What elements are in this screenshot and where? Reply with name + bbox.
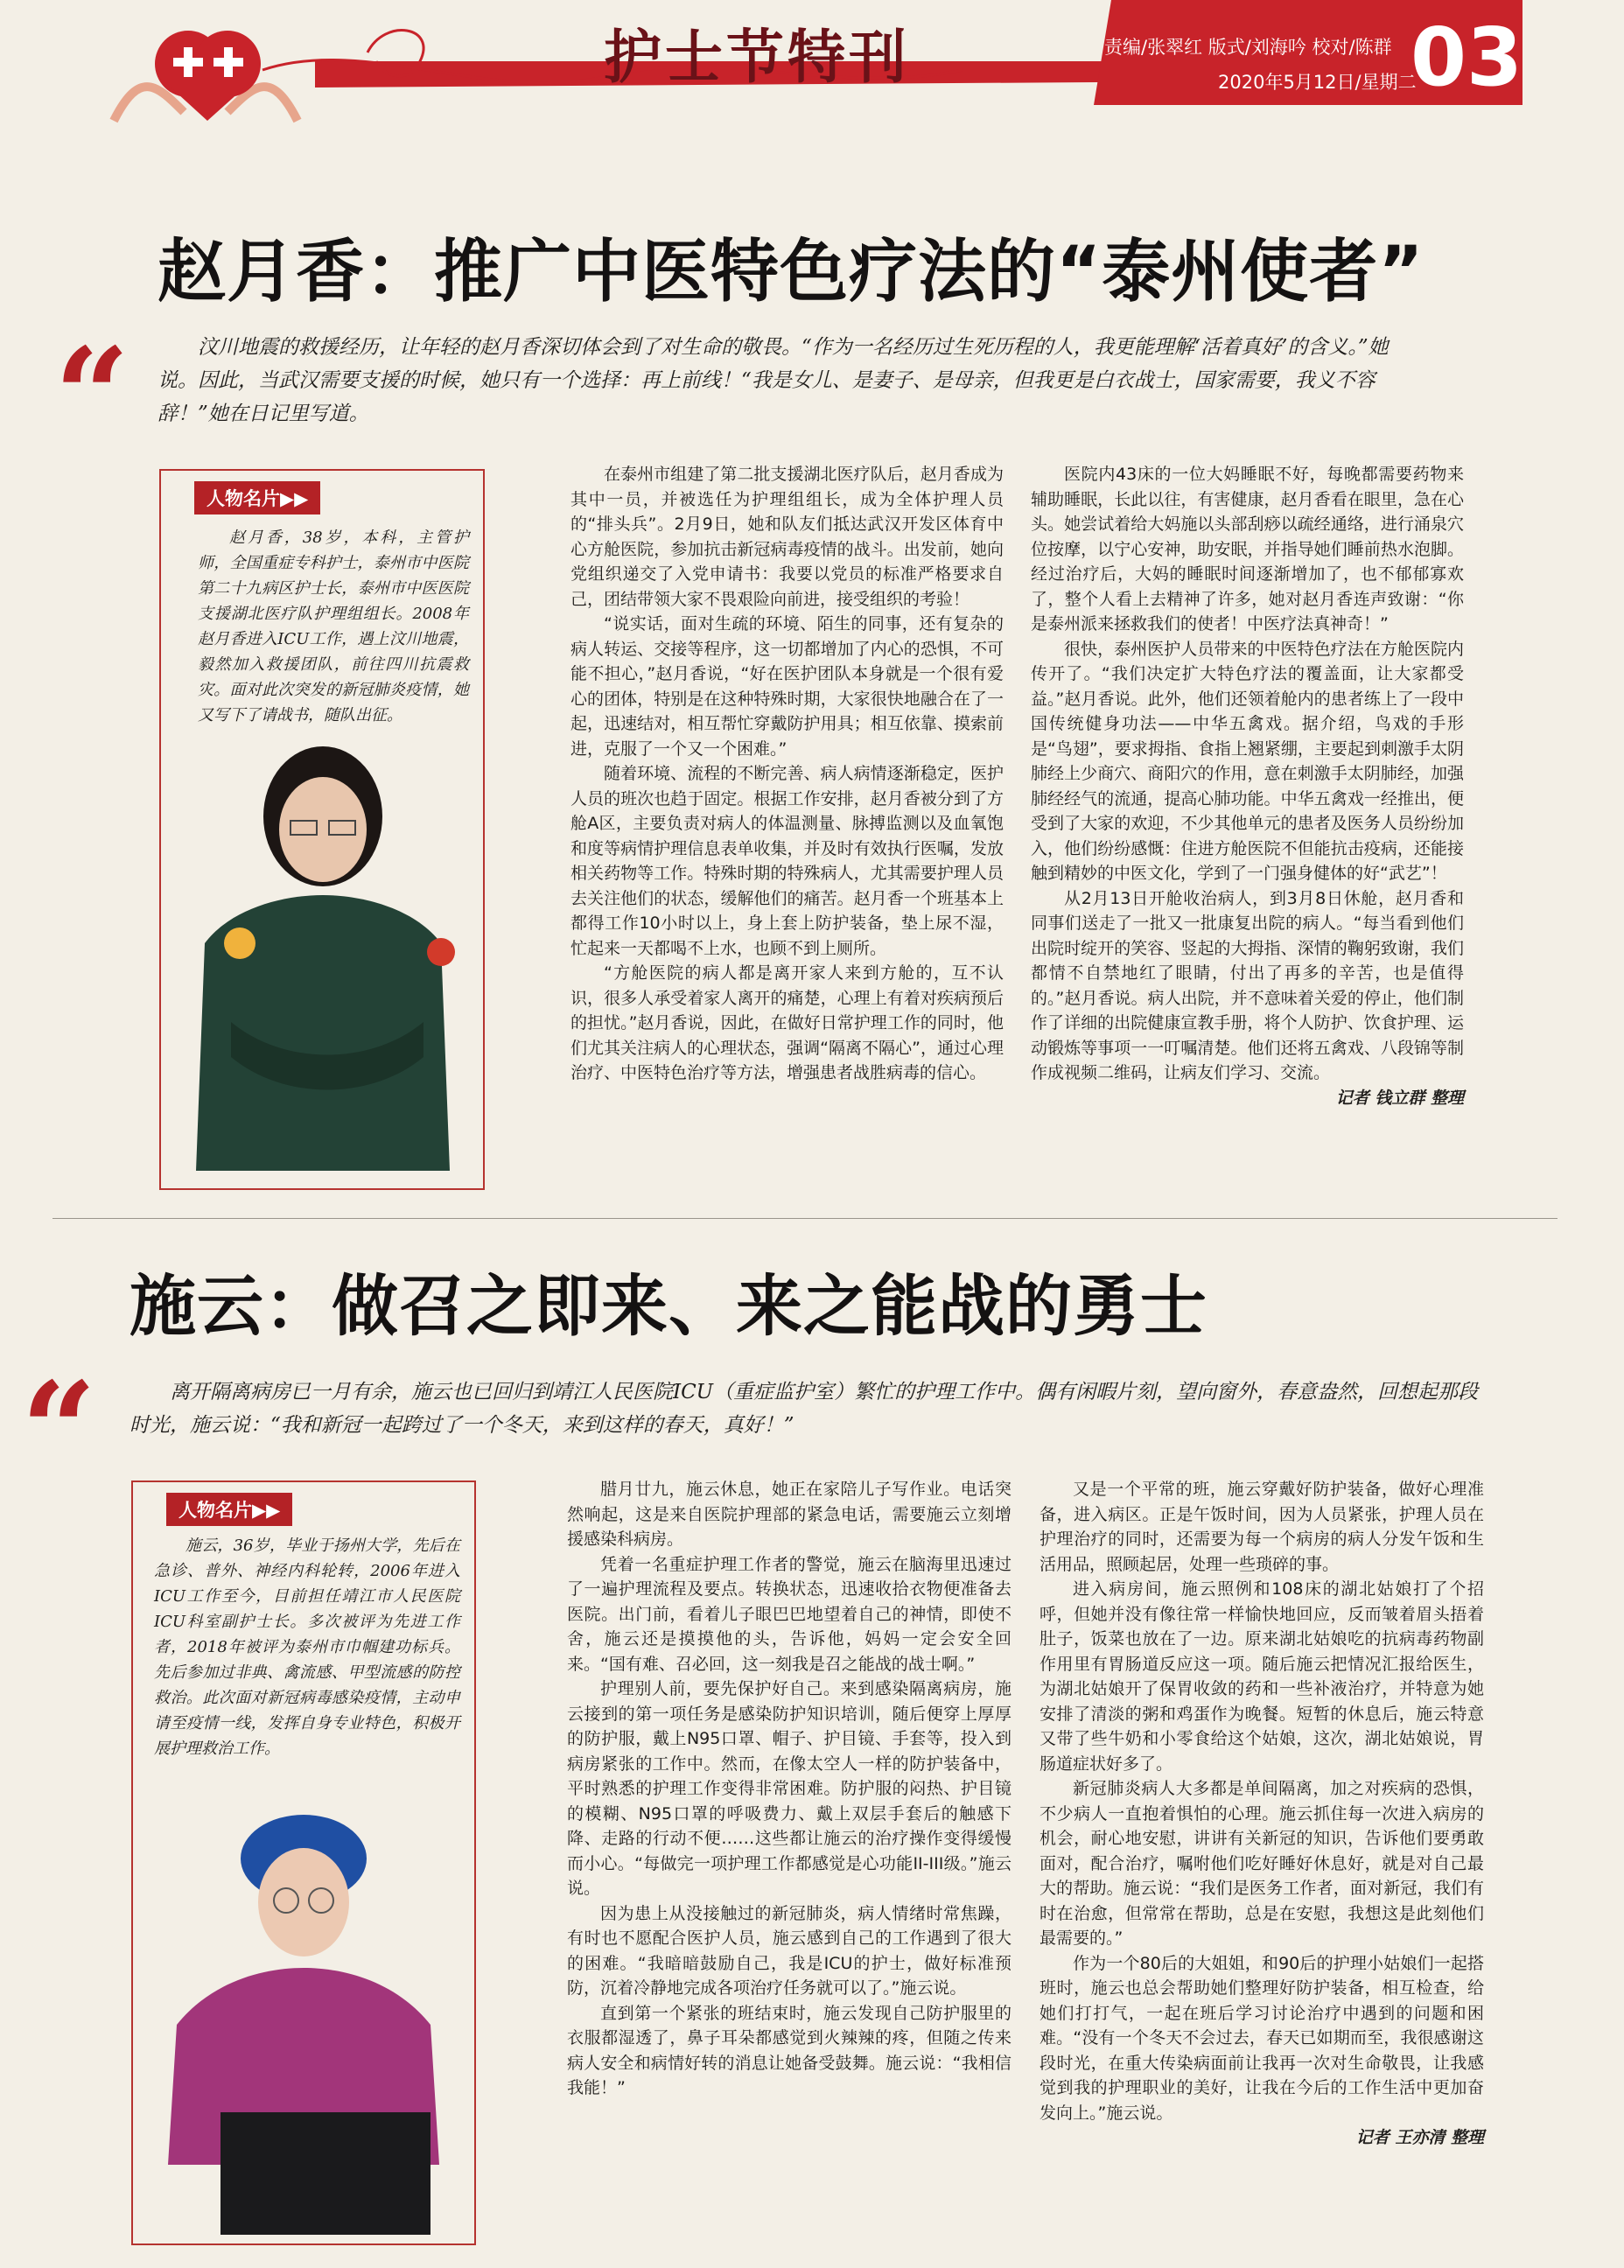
- article1-column-2: [1031, 462, 1464, 1110]
- article2-paragraph: 又是一个平常的班，施云穿戴好防护装备，做好心理准备，进入病区。正是午饭时间，因为人员紧张，护理人员在护理治疗的同时，还需要为每一个病房的病人分发午饭和生活用品，照顾起居，处理一些琐碎的事。: [1040, 1480, 1484, 1574]
- article2-paragraph: 腊月廿九，施云休息，她正在家陪儿子写作业。电话突然响起，这是来自医院护理部的紧急电话，需要施云立刻增援感染科病房。: [567, 1480, 1012, 1549]
- publication-date: 2020年5月12日/星期二: [1218, 72, 1417, 93]
- article1-headline: 赵月香：推广中医特色疗法的“泰州使者”: [158, 233, 1424, 312]
- article1-intro: 汶川地震的救援经历，让年轻的赵月香深切体会到了对生命的敬畏。“作为一名经历过生死历程的人，我更能理解‘活着真好’的含义。”她说。因此，当武汉需要支援的时候，她只有一个选择：再上前线！“我是女儿、是妻子、是母亲，但我更是白衣战士，国家需要，我义不容辞！”她在日记里写道。: [158, 336, 1389, 425]
- article-divider: [52, 1218, 1558, 1219]
- article2-paragraph: 因为患上从没接触过的新冠肺炎，病人情绪时常焦躁，有时也不愿配合医护人员，施云感到自己的工作遇到了很大的困难。“我暗暗鼓励自己，我是ICU的护士，做好标准预防，沉着冷静地完成各项治疗任务就可以了。”施云说。: [567, 1903, 1012, 1998]
- header-banner: [0, 0, 1624, 131]
- article1-column-1: [570, 462, 1004, 1086]
- hands-heart-logo: [105, 16, 306, 133]
- article2-paragraph: 进入病房间，施云照例和108床的湖北姑娘打了个招呼，但她并没有像往常一样愉快地回应，反而皱着眉头捂着肚子，饭菜也放在了一边。原来湖北姑娘吃的抗病毒药物副作用里有胃肠道反应这一项。随后施云把情况汇报给医生，为湖北姑娘开了保胃收敛的药和一些补液治疗，并特意为她安排了清淡的粥和鸡蛋作为晚餐。短暂的休息后，施云特意又带了些牛奶和小零食给这个姑娘，这次，湖北姑娘说，胃肠道症状好多了。: [1040, 1579, 1484, 1774]
- article1-quote-mark: “: [54, 319, 130, 473]
- article2-profile-box: [131, 1480, 476, 2245]
- article1-portrait: [178, 733, 467, 1171]
- article2-paragraph: 新冠肺炎病人大多都是单间隔离，加之对疾病的恐惧，不少病人一直抱着惧怕的心理。施云抓住每一次进入病房的机会，耐心地安慰，讲讲有关新冠的知识，告诉他们要勇敢面对，配合治疗，嘱咐他们吃好睡好休息好，就是对自己最大的帮助。施云说：“我们是医务工作者，面对新冠，我们有时在治愈，但常常在帮助，总是在安慰，我想这是此刻他们最需要的。”: [1040, 1779, 1484, 1948]
- article1-profile-box: [159, 469, 485, 1190]
- article2-bio: 施云，36岁，毕业于扬州大学，先后在急诊、普外、神经内科轮转，2006年进入ICU工作至今，目前担任靖江市人民医院ICU科室副护士长。多次被评为先进工作者，2018年被评为泰州市巾帼建功标兵。先后参加过非典、禽流感、甲型流感的防控救治。此次面对新冠病毒感染疫情，主动申请至疫情一线，发挥自身专业特色，积极开展护理救治工作。: [154, 1536, 460, 1758]
- section-title: 护士节特刊: [604, 23, 910, 91]
- article2-reporter: 记者 王亦清 整理: [1355, 2128, 1484, 2147]
- article2-profile-tag: 人物名片▶▶: [166, 1493, 292, 1526]
- article2-quote-mark: “: [21, 1354, 97, 1508]
- article1-reporter: 记者 钱立群 整理: [1335, 1088, 1464, 1108]
- article2-intro: 离开隔离病房已一月有余，施云也已回归到靖江人民医院ICU（重症监护室）繁忙的护理工作中。偶有闲暇片刻，望向窗外，春意盎然，回想起那段时光，施云说：“我和新冠一起跨过了一个冬天，来到这样的春天，真好！”: [130, 1381, 1479, 1437]
- page-number: 03: [1410, 10, 1523, 104]
- article2-paragraph: 直到第一个紧张的班结束时，施云发现自己防护服里的衣服都湿透了，鼻子耳朵都感觉到火辣辣的疼，但随之传来病人安全和病情好转的消息让她备受鼓舞。施云说：“我相信我能！”: [567, 2003, 1012, 2097]
- article1-bio: 赵月香，38岁，本科，主管护师，全国重症专科护士，泰州市中医院第二十九病区护士长，泰州市中医医院支援湖北医疗队护理组组长。2008年赵月香进入ICU工作，遇上汶川地震，毅然加入救援团队，前往四川抗震救灾。面对此次突发的新冠肺炎疫情，她又写下了请战书，随队出征。: [198, 528, 469, 724]
- editor-credits: 责编/张翠红 版式/刘海吟 校对/陈群: [1104, 37, 1392, 58]
- article2-column-1: [567, 1477, 1012, 2101]
- article2-headline: 施云：做召之即来、来之能战的勇士: [130, 1267, 1208, 1345]
- article1-paragraph: 很快，泰州医护人员带来的中医特色疗法在方舱医院内传开了。“我们决定扩大特色疗法的覆盖面，让大家都受益。”赵月香说。此外，他们还领着舱内的患者练上了一段中国传统健身功法——中华五禽戏。据介绍，鸟戏的手形是“鸟翅”，要求拇指、食指上翘紧绷，主要起到刺激手太阴肺经上少商穴、商阳穴的作用，意在刺激手太阴肺经，加强肺经经气的流通，提高心肺功能。中华五禽戏一经推出，便受到了大家的欢迎，不少其他单元的患者及医务人员纷纷加入，他们纷纷感慨：住进方舱医院不但能抗击疫病，还能接触到精妙的中医文化，学到了一门强身健体的好“武艺”！: [1031, 639, 1464, 883]
- article2-paragraph: 护理别人前，要先保护好自己。来到感染隔离病房，施云接到的第一项任务是感染防护知识培训，随后便穿上厚厚的防护服，戴上N95口罩、帽子、护目镜、手套等，投入到病房紧张的工作中。然而，在像太空人一样的防护装备中，平时熟悉的护理工作变得非常困难。防护服的闷热、护目镜的模糊、N95口罩的呼吸费力、戴上双层手套后的触感下降、走路的行动不便……这些都让施云的治疗操作变得缓慢而小心。“每做完一项护理工作都感觉是心功能II-III级。”施云说。: [567, 1679, 1012, 1898]
- article2-column-2: [1040, 1477, 1484, 2151]
- article1-paragraph: “方舱医院的病人都是离开家人来到方舱的，互不认识，很多人承受着家人离开的痛楚，心理上有着对疾病预后的担忧。”赵月香说，因此，在做好日常护理工作的同时，他们尤其关注病人的心理状态，强调“隔离不隔心”，通过心理治疗、中医特色治疗等方法，增强患者战胜病毒的信心。: [570, 963, 1004, 1082]
- article1-paragraph: 在泰州市组建了第二批支援湖北医疗队后，赵月香成为其中一员，并被选任为护理组组长，成为全体护理人员的“排头兵”。2月9日，她和队友们抵达武汉开发区体育中心方舱医院，参加抗击新冠病毒疫情的战斗。出发前，她向党组织递交了入党申请书：我要以党员的标准严格要求自己，团结带领大家不畏艰险向前进，接受组织的考验！: [570, 465, 1004, 609]
- article1-paragraph: 医院内43床的一位大妈睡眠不好，每晚都需要药物来辅助睡眠，长此以往，有害健康，赵月香看在眼里，急在心头。她尝试着给大妈施以头部刮痧以疏经通络，进行涌泉穴位按摩，以宁心安神，助安眠，并指导她们睡前热水泡脚。经过治疗后，大妈的睡眠时间逐渐增加了，也不郁郁寡欢了，整个人看上去精神了许多，她对赵月香连声致谢：“你是泰州派来拯救我们的使者！中医疗法真神奇！”: [1031, 465, 1464, 634]
- article1-paragraph: 从2月13日开舱收治病人，到3月8日休舱，赵月香和同事们送走了一批又一批康复出院的病人。“每当看到他们出院时绽开的笑容、竖起的大拇指、深情的鞠躬致谢，我们都情不自禁地红了眼睛，付出了再多的辛苦，也是值得的。”赵月香说。病人出院，并不意味着关爱的停止，他们制作了详细的出院健康宣教手册，将个人防护、饮食护理、运动锻炼等事项一一叮嘱清楚。他们还将五禽戏、八段锦等制作成视频二维码，让病友们学习、交流。: [1031, 888, 1464, 1082]
- article2-portrait: [150, 1797, 457, 2235]
- article1-paragraph: 随着环境、流程的不断完善、病人病情逐渐稳定，医护人员的班次也趋于固定。根据工作安排，赵月香被分到了方舱A区，主要负责对病人的体温测量、脉搏监测以及血氧饱和度等病情护理信息表单收集，并及时有效执行医嘱，发放相关药物等工作。特殊时期的特殊病人，尤其需要护理人员去关注他们的状态，缓解他们的痛苦。赵月香一个班基本上都得工作10小时以上，身上套上防护装备，垫上尿不湿，忙起来一天都喝不上水，也顾不到上厕所。: [570, 764, 1004, 958]
- article2-paragraph: 作为一个80后的大姐姐，和90后的护理小姑娘们一起搭班时，施云也总会帮助她们整理好防护装备，相互检查，给她们打打气，一起在班后学习讨论治疗中遇到的问题和困难。“没有一个冬天不会过去，春天已如期而至，我很感谢这段时光，在重大传染病面前让我再一次对生命敬畏，让我感觉到我的护理职业的美好，让我在今后的工作生活中更加奋发向上。”施云说。: [1040, 1953, 1484, 2123]
- article1-profile-tag: 人物名片▶▶: [194, 481, 320, 514]
- article1-paragraph: “说实话，面对生疏的环境、陌生的同事，还有复杂的病人转运、交接等程序，这一切都增加了内心的恐惧，不可能不担心，”赵月香说，“好在医护团队本身就是一个很有爱心的团体，特别是在这种特殊时期，大家很快地融合在了一起，迅速结对，相互帮忙穿戴防护用具；相互依靠、摸索前进，克服了一个又一个困难。”: [570, 614, 1004, 759]
- article2-paragraph: 凭着一名重症护理工作者的警觉，施云在脑海里迅速过了一遍护理流程及要点。转换状态，迅速收拾衣物便准备去医院。出门前，看着儿子眼巴巴地望着自己的神情，即使不舍，施云还是摸摸他的头，告诉他，妈妈一定会安全回来。“国有难、召必回，这一刻我是召之能战的战士啊。”: [567, 1554, 1012, 1674]
